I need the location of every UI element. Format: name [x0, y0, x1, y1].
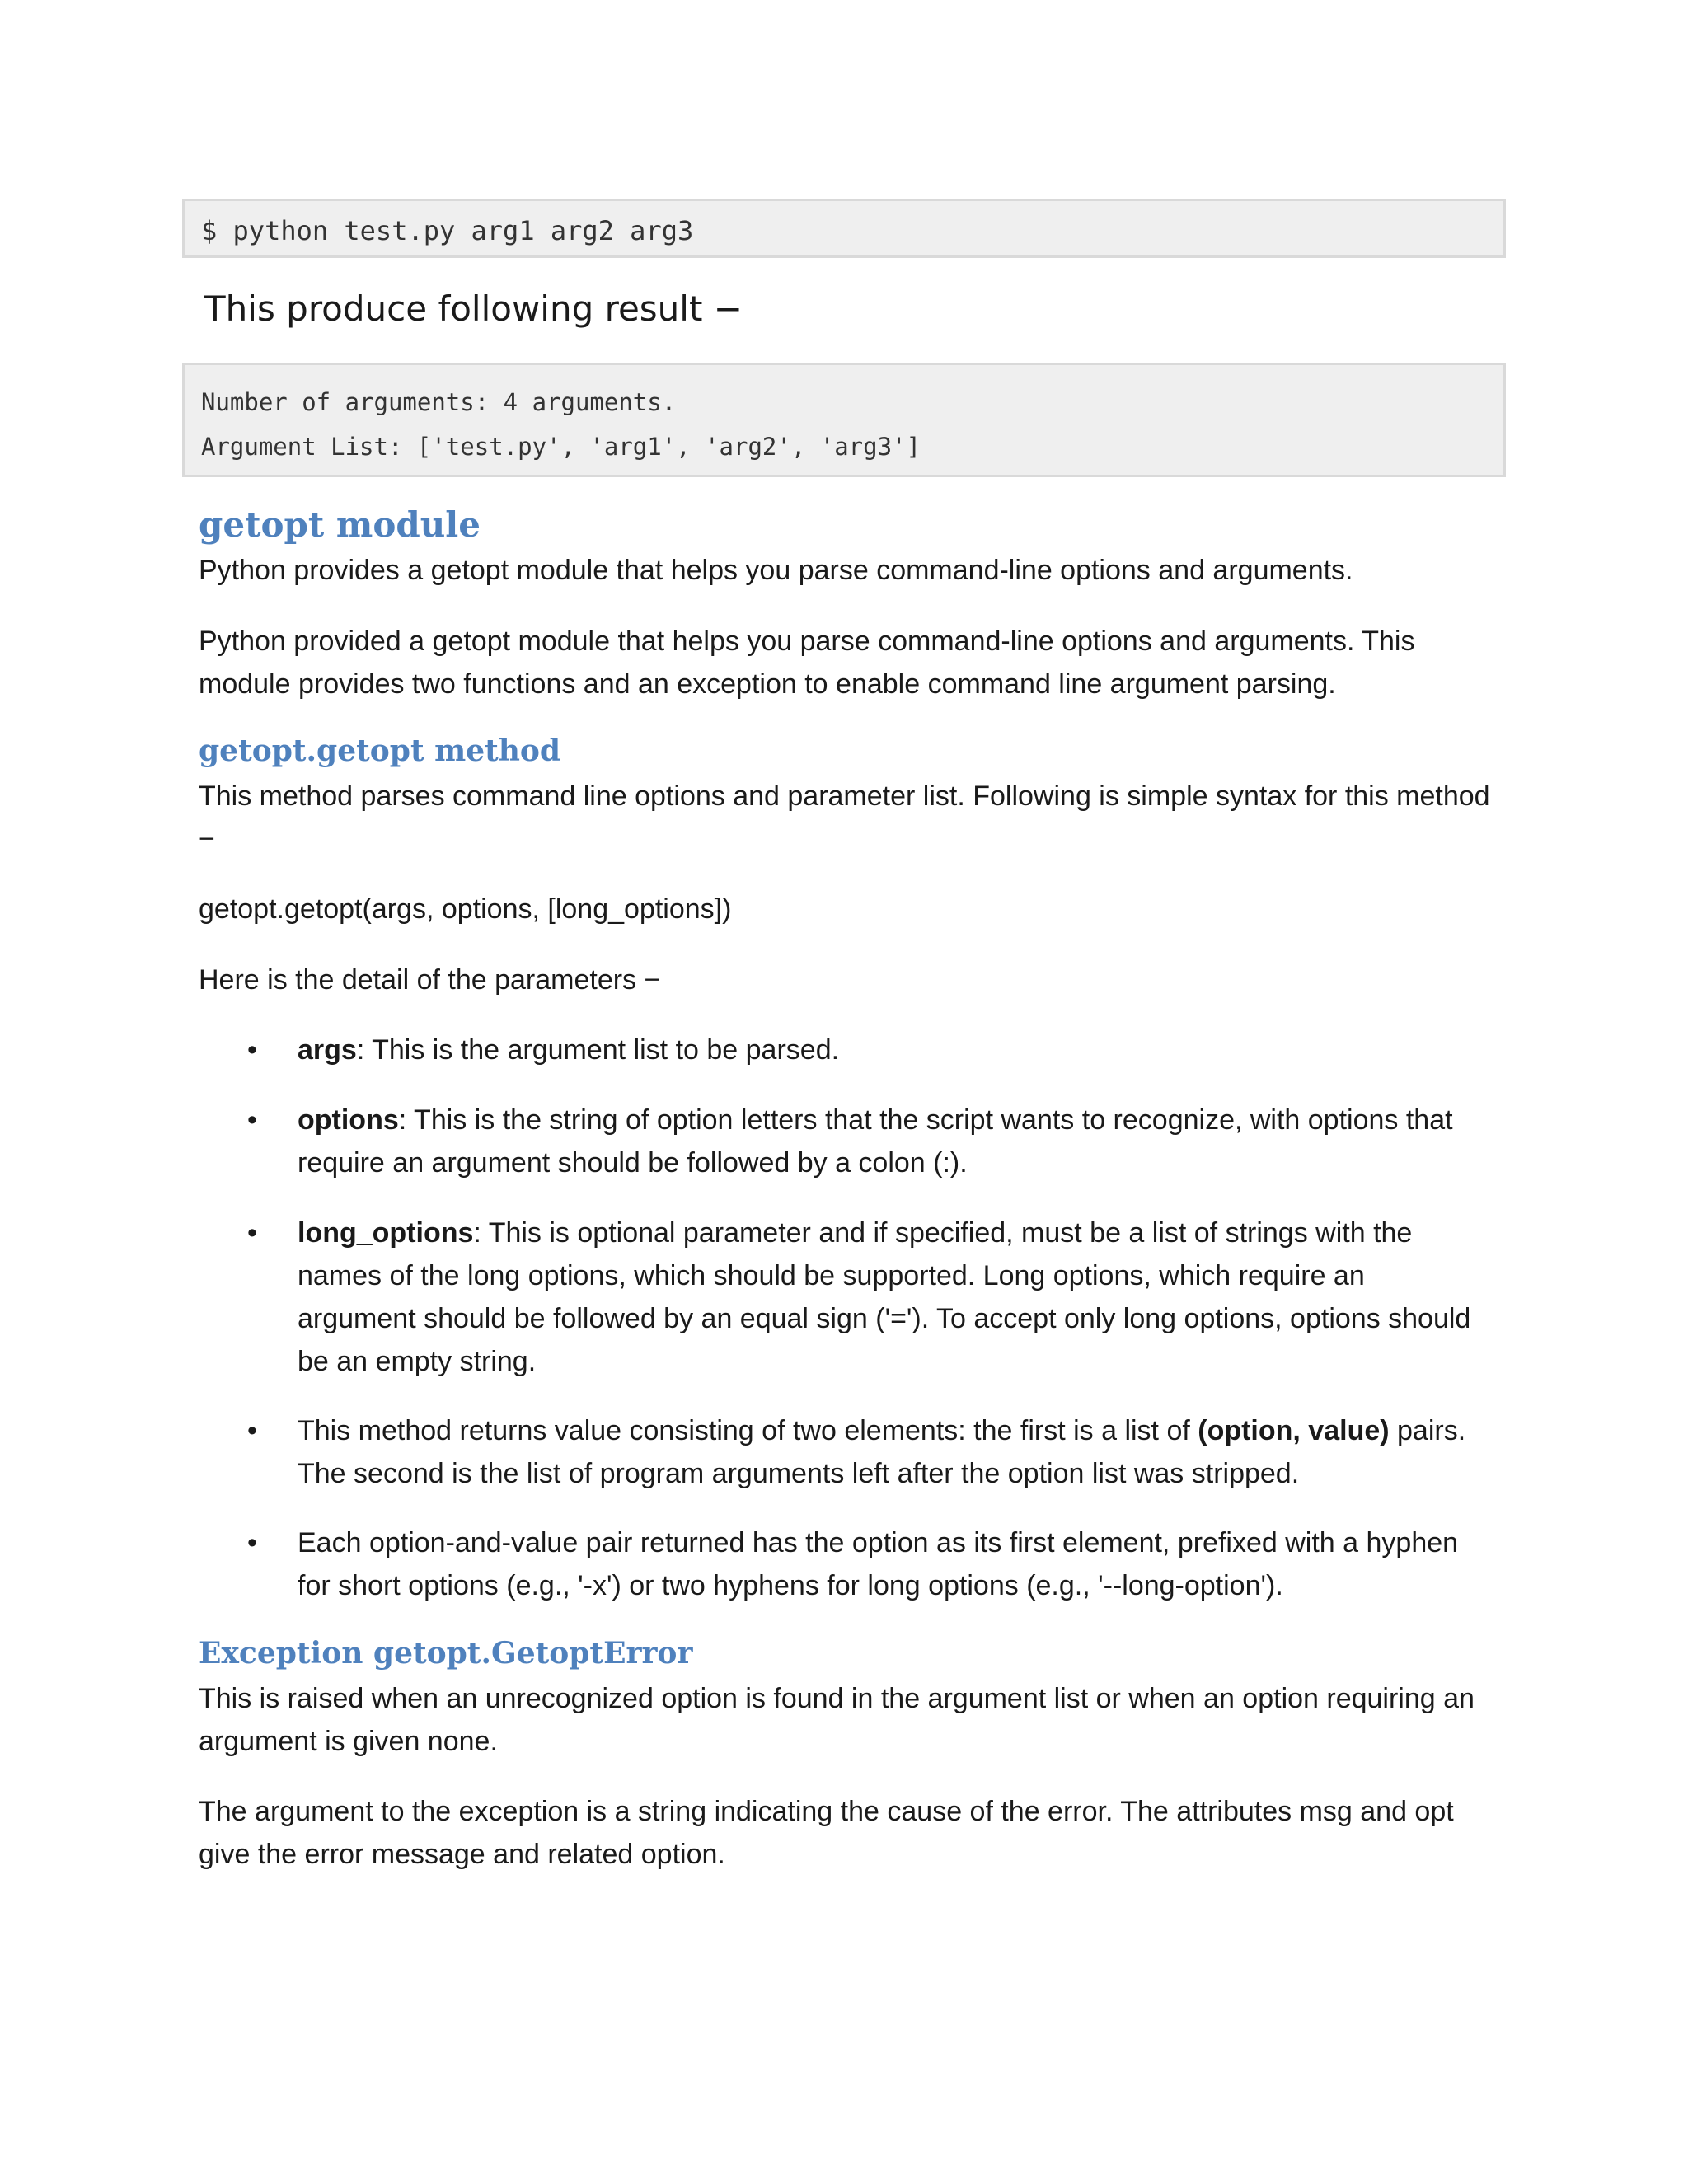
list-item-option-pair [298, 1521, 1484, 1607]
getopt-error-heading: Exception getopt.GetoptError [199, 1636, 693, 1671]
getopt-module-para-1: Python provides a getopt module that helps you parse command-line options and arguments. [199, 555, 1353, 586]
getopt-method-heading: getopt.getopt method [199, 733, 561, 768]
term-args: args [298, 1034, 357, 1066]
desc-args: : This is the argument list to be parsed. [356, 1034, 840, 1066]
getopt-module-para-2: Python provided a getopt module that helps you parse command-line options and arguments. This module provides two functions and an exception to enable command line argument parsing. [199, 626, 1415, 700]
bullet-dot: • [247, 1217, 257, 1249]
return-value-pre: This method returns value consisting of two elements: the first is a list of [298, 1415, 1198, 1446]
getopt-module-heading: getopt module [199, 504, 481, 545]
bullet-dot: • [247, 1527, 257, 1558]
result-code-block [182, 363, 1506, 477]
params-intro-text: Here is the detail of the parameters − [199, 964, 661, 996]
option-pair-desc: Each option-and-value pair returned has the option as its first element, prefixed with a hyphen for short options (e.g., '-x') or two hyphens for long options (e.g., '--long-option'). [298, 1527, 1459, 1601]
result-intro-text: This produce following result − [204, 288, 743, 329]
list-item-return-value [298, 1409, 1484, 1495]
bullet-dot: • [247, 1415, 257, 1446]
getopt-syntax-line: getopt.getopt(args, options, [long_options]) [199, 893, 732, 925]
list-item-options [298, 1099, 1484, 1184]
getopt-method-para-1: This method parses command line options and parameter list. Following is simple syntax for this method − [199, 780, 1490, 855]
bullet-dot: • [247, 1104, 257, 1136]
term-long-options: long_options [298, 1217, 474, 1249]
command-code-block [182, 199, 1506, 258]
getopt-error-para-2: The argument to the exception is a string indicating the cause of the error. The attributes msg and opt give the error message and related option. [199, 1796, 1454, 1870]
term-option-value: (option, value) [1198, 1415, 1390, 1446]
command-code-text: $ python test.py arg1 arg2 arg3 [201, 215, 694, 246]
desc-options: : This is the string of option letters that the script wants to recognize, with options that require an argument should be followed by a colon (:). [298, 1104, 1453, 1179]
return-value-desc: pairs. The second is the list of program arguments left after the option list was stripped. [298, 1415, 1466, 1489]
result-line-1: Number of arguments: 4 arguments. [201, 388, 677, 416]
result-line-2: Argument List: ['test.py', 'arg1', 'arg2', 'arg3'] [201, 433, 921, 461]
term-options: options [298, 1104, 399, 1136]
list-item-long-options [298, 1212, 1484, 1383]
desc-long-options: : This is optional parameter and if specified, must be a list of strings with the names of the long options, which should be supported. Long options, which require an argument should be followed by an equal sign ('='). To accept only long options, options should be an empty string. [298, 1217, 1471, 1377]
bullet-dot: • [247, 1034, 257, 1066]
list-item-args [298, 1029, 1484, 1071]
getopt-error-para-1: This is raised when an unrecognized option is found in the argument list or when an option requiring an argument is given none. [199, 1683, 1475, 1757]
